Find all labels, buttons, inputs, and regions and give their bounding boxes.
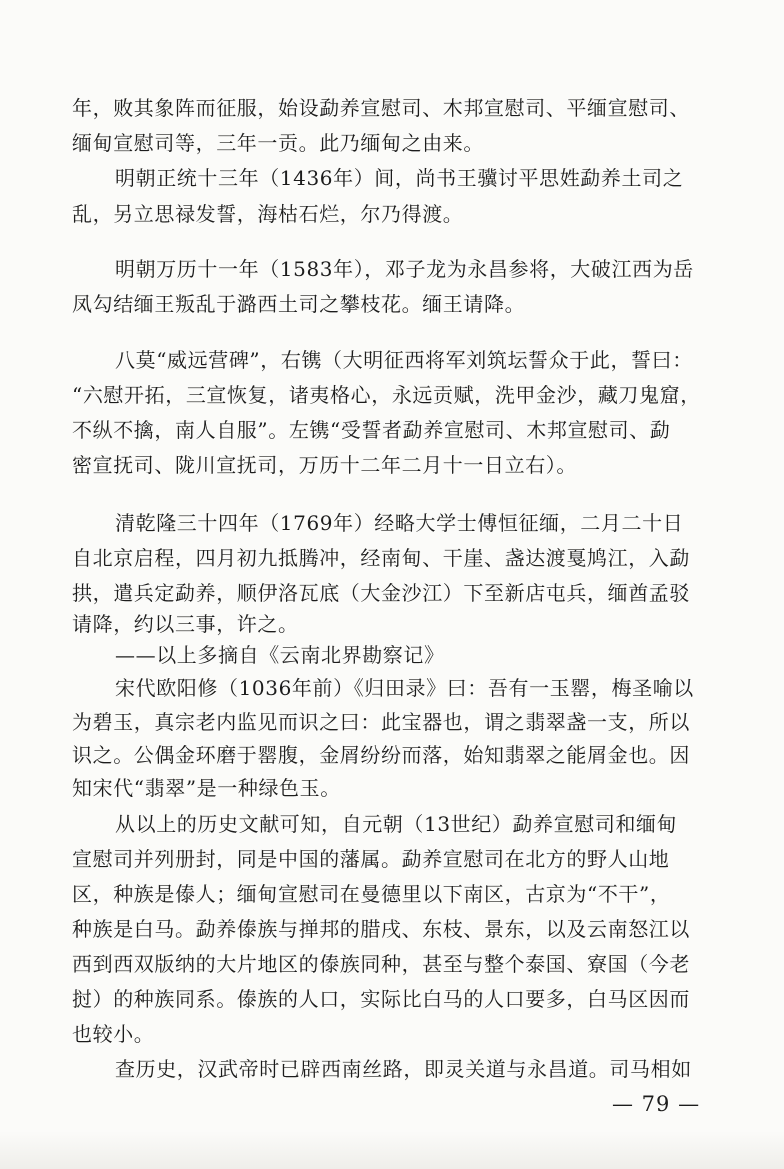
text-line: 宋代欧阳修（1036年前）《归田录》曰：吾有一玉罂，梅圣喻以 xyxy=(115,676,694,700)
text-line: 查历史，汉武帝时已辟西南丝路，即灵关道与永昌道。司马相如 xyxy=(115,1057,692,1081)
text-line: 识之。公偶金环磨于罂腹，金屑纷纷而落，始知翡翠之能屑金也。因 xyxy=(72,743,690,767)
text-line: 挝）的种族同系。傣族的人口，实际比白马的人口要多，白马区因而 xyxy=(72,987,690,1011)
text-line: 宣慰司并列册封，同是中国的藩属。勐养宣慰司在北方的野人山地 xyxy=(72,847,670,871)
text-line: 清乾隆三十四年（1769年）经略大学士傅恒征缅，二月二十日 xyxy=(115,511,684,535)
text-line: 从以上的历史文献可知，自元朝（13世纪）勐养宣慰司和缅甸 xyxy=(115,812,678,836)
text-line: 密宣抚司、陇川宣抚司，万历十二年二月十一日立右）。 xyxy=(72,453,577,477)
text-line: 请降，约以三事，许之。 xyxy=(72,612,299,636)
page-number: — 79 — xyxy=(612,1092,701,1116)
text-line: 西到西双版纳的大片地区的傣族同种，甚至与整个泰国、寮国（今老 xyxy=(72,952,690,976)
text-line: 乱，另立思禄发誓，海枯石烂，尔乃得渡。 xyxy=(72,202,464,226)
text-line: 不纵不擒，南人自服”。左镌“受誓者勐养宣慰司、木邦宣慰司、勐 xyxy=(72,418,671,442)
text-line: 种族是白马。勐养傣族与掸邦的腊戌、东枝、景东，以及云南怒江以 xyxy=(72,917,690,941)
text-line: 明朝万历十一年（1583年），邓子龙为永昌参将，大破江西为岳 xyxy=(115,257,694,281)
text-line: 明朝正统十三年（1436年）间，尚书王骥讨平思姓勐养土司之 xyxy=(115,166,684,190)
text-line: 自北京启程，四月初九抵腾冲，经南甸、干崖、盏达渡戛鸠江，入勐 xyxy=(72,546,690,570)
source-citation: ——以上多摘自《云南北界勘察记》 xyxy=(115,643,445,667)
text-line: “六慰开拓，三宣恢复，诸夷格心，永远贡赋，洗甲金沙，藏刀鬼窟， xyxy=(72,383,701,407)
text-line: 缅甸宣慰司等，三年一贡。此乃缅甸之由来。 xyxy=(72,131,484,155)
text-line: 区，种族是傣人；缅甸宣慰司在曼德里以下南区，古京为“不干”， xyxy=(72,882,671,906)
text-line: 凤勾结缅王叛乱于潞西土司之攀枝花。缅王请降。 xyxy=(72,292,526,316)
text-line: 为碧玉，真宗老内监见而识之曰：此宝器也，谓之翡翠盏一支，所以 xyxy=(72,710,690,734)
text-line: 年，败其象阵而征服，始设勐养宣慰司、木邦宣慰司、平缅宣慰司、 xyxy=(72,96,690,120)
text-line: 也较小。 xyxy=(72,1022,155,1046)
text-line: 拱，遣兵定勐养，顺伊洛瓦底（大金沙江）下至新店屯兵，缅酋孟驳 xyxy=(72,581,690,605)
text-line: 知宋代“翡翠”是一种绿色玉。 xyxy=(72,776,341,800)
text-line: 八莫“威远营碑”，右镌（大明征西将军刘筑坛誓众于此，誓曰： xyxy=(115,348,693,372)
page-bottom-edge xyxy=(0,1131,784,1169)
